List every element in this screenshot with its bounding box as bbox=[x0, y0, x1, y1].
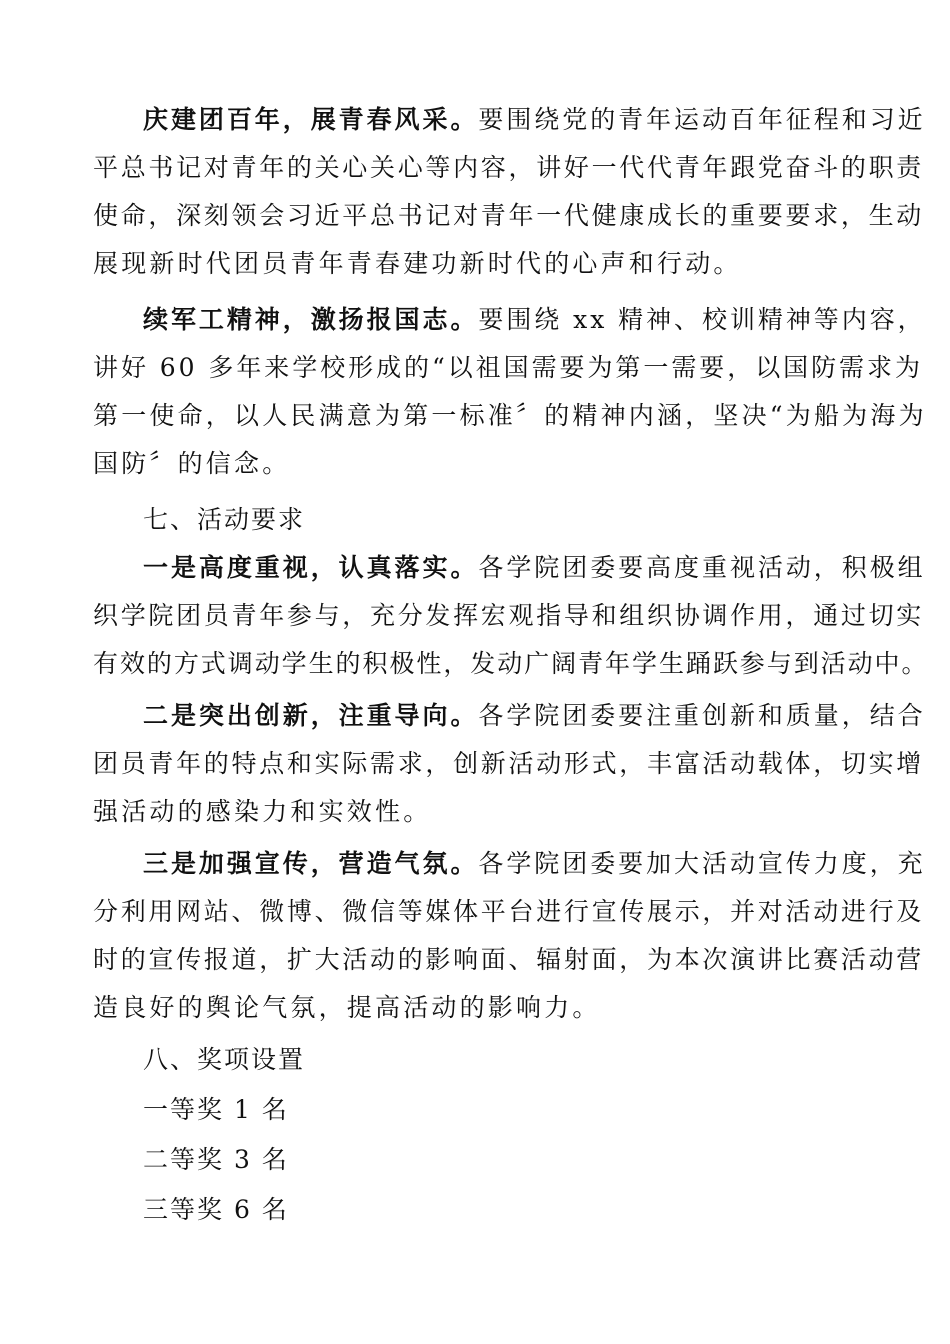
paragraph-lead: 一是高度重视，认真落实。 bbox=[143, 553, 479, 582]
paragraph-line bbox=[93, 199, 924, 233]
paragraph-line bbox=[143, 551, 926, 585]
paragraph-lead: 庆建团百年，展青春风采。 bbox=[143, 105, 479, 134]
paragraph-lead: 三是加强宣传，营造气氛。 bbox=[143, 849, 479, 878]
paragraph-text: 要围绕 xx 精神、校训精神等内容， bbox=[478, 305, 926, 334]
paragraph-text: 造良好的舆论气氛，提高活动的影响力。 bbox=[93, 993, 601, 1022]
paragraph-line bbox=[93, 795, 431, 829]
award-item: 二等奖 3 名 bbox=[143, 1145, 289, 1174]
paragraph-text: 讲好 60 多年来学校形成的“以祖国需要为第一需要，以国防需求为 bbox=[93, 353, 923, 382]
paragraph-text: 团员青年的特点和实际需求，创新活动形式，丰富活动载体，切实增 bbox=[93, 749, 925, 778]
award-item: 一等奖 1 名 bbox=[143, 1095, 289, 1124]
paragraph-line bbox=[93, 895, 924, 929]
award-item: 三等奖 6 名 bbox=[143, 1195, 289, 1224]
paragraph-text: 织学院团员青年参与，充分发挥宏观指导和组织协调作用，通过切实 bbox=[93, 601, 925, 630]
paragraph-line bbox=[93, 151, 924, 185]
paragraph-text: 时的宣传报道，扩大活动的影响面、辐射面，为本次演讲比赛活动营 bbox=[93, 945, 925, 974]
paragraph-text: 展现新时代团员青年青春建功新时代的心声和行动。 bbox=[93, 249, 742, 278]
paragraph-line bbox=[93, 599, 924, 633]
paragraph-line bbox=[143, 103, 926, 137]
paragraph-text: 使命，深刻领会习近平总书记对青年一代健康成长的重要要求，生动 bbox=[93, 201, 925, 230]
paragraph-text: 要围绕党的青年运动百年征程和习近 bbox=[478, 105, 926, 134]
paragraph-line bbox=[93, 943, 924, 977]
paragraph-line bbox=[93, 647, 928, 681]
paragraph-text: 各学院团委要加大活动宣传力度，充 bbox=[478, 849, 926, 878]
paragraph-text: 强活动的感染力和实效性。 bbox=[93, 797, 432, 826]
paragraph-text: 国防〞的信念。 bbox=[93, 449, 291, 478]
paragraph-text: 各学院团委要高度重视活动，积极组 bbox=[478, 553, 926, 582]
paragraph-text: 平总书记对青年的关心关心等内容，讲好一代代青年跟党奋斗的职责 bbox=[93, 153, 925, 182]
paragraph-text: 分利用网站、微博、微信等媒体平台进行宣传展示，并对活动进行及 bbox=[93, 897, 925, 926]
paragraph-text: 有效的方式调动学生的积极性，发动广阔青年学生踊跃参与到活动中。 bbox=[93, 649, 929, 678]
paragraph-line bbox=[93, 991, 601, 1025]
paragraph-text: 各学院团委要注重创新和质量，结合 bbox=[478, 701, 926, 730]
paragraph-line bbox=[143, 699, 926, 733]
paragraph-line bbox=[143, 303, 926, 337]
paragraph-lead: 二是突出创新，注重导向。 bbox=[143, 701, 479, 730]
paragraph-text: 第一使命，以人民满意为第一标准〞的精神内涵，坚决“为船为海为 bbox=[93, 401, 927, 430]
paragraph-line bbox=[93, 399, 927, 433]
paragraph-line bbox=[93, 247, 742, 281]
paragraph-line bbox=[93, 447, 290, 481]
section-heading: 七、活动要求 bbox=[143, 505, 306, 534]
paragraph-lead: 续军工精神，激扬报国志。 bbox=[143, 305, 479, 334]
paragraph-line bbox=[143, 847, 926, 881]
paragraph-line bbox=[93, 351, 923, 385]
section-heading: 八、奖项设置 bbox=[143, 1045, 306, 1074]
paragraph-line bbox=[93, 747, 924, 781]
